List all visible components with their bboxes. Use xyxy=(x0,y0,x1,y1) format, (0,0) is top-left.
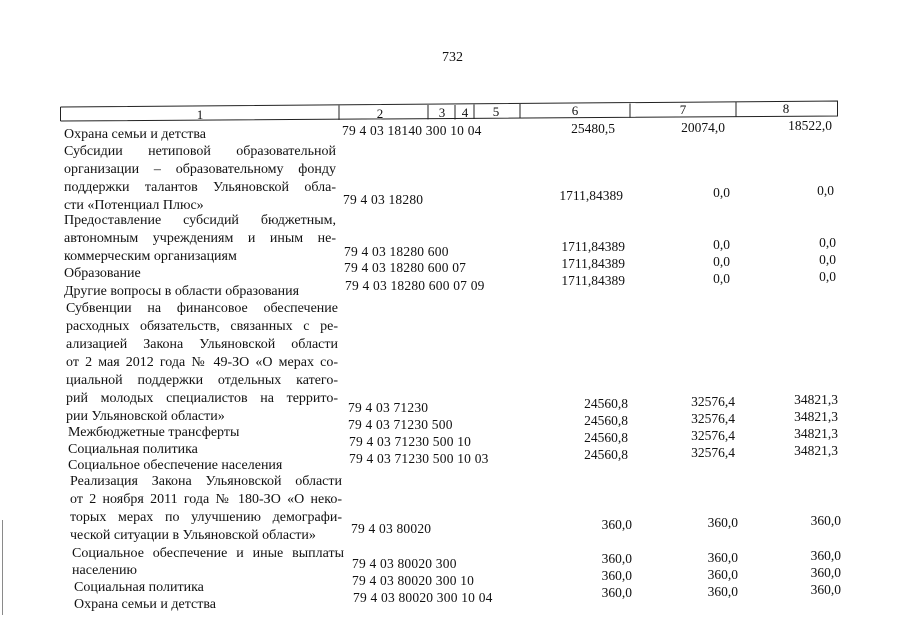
header-col-2: 2 xyxy=(376,106,384,121)
row-description: ализацией Закона Ульяновской области xyxy=(66,337,338,352)
row-value-col7: 32576,4 xyxy=(691,428,735,443)
row-description: рии Ульяновской области» xyxy=(66,409,225,424)
row-value-col6: 24560,8 xyxy=(584,447,628,462)
row-description: поддержки талантов Ульяновской обла- xyxy=(64,180,336,195)
row-value-col8: 360,0 xyxy=(810,548,841,563)
row-value-col8: 34821,3 xyxy=(794,443,838,458)
row-value-col6: 1711,84389 xyxy=(559,188,623,203)
row-code: 79 4 03 71230 500 xyxy=(348,417,453,432)
row-description: торых мерах по улучшению демографи- xyxy=(70,510,342,525)
row-description: населению xyxy=(72,563,137,578)
row-description: Реализация Закона Ульяновской области xyxy=(70,474,342,489)
row-description: Межбюджетные трансферты xyxy=(68,425,240,440)
row-value-col6: 1711,84389 xyxy=(561,239,625,254)
row-value-col6: 360,0 xyxy=(601,585,632,600)
header-col-3: 3 xyxy=(438,105,446,120)
row-description: Охрана семьи и детства xyxy=(74,597,216,612)
row-code: 79 4 03 18280 600 07 xyxy=(344,260,467,275)
page-number: 732 xyxy=(442,50,463,65)
row-code: 79 4 03 71230 xyxy=(348,400,429,415)
row-code: 79 4 03 71230 500 10 xyxy=(349,434,472,449)
header-col-8: 8 xyxy=(782,101,790,116)
row-description: рий молодых специалистов на террито- xyxy=(66,391,338,406)
row-description: Субвенции на финансовое обеспечение xyxy=(66,301,338,316)
row-value-col7: 32576,4 xyxy=(691,445,735,460)
row-description: коммерческим организациям xyxy=(64,249,237,264)
row-description: Другие вопросы в области образования xyxy=(64,284,300,299)
row-code: 79 4 03 71230 500 10 03 xyxy=(349,451,489,466)
scan-margin-line xyxy=(2,520,3,615)
header-col-6: 6 xyxy=(571,103,579,118)
row-value-col7: 0,0 xyxy=(713,237,730,252)
row-value-col6: 360,0 xyxy=(601,551,632,566)
row-description: Образование xyxy=(64,266,141,281)
row-value-col8: 34821,3 xyxy=(794,426,838,441)
row-description: Социальное обеспечение населения xyxy=(68,458,283,473)
row-value-col8: 34821,3 xyxy=(794,392,838,407)
row-value-col7: 360,0 xyxy=(707,550,738,565)
row-value-col6: 1711,84389 xyxy=(561,273,625,288)
row-value-col6: 24560,8 xyxy=(584,413,628,428)
row-description: Субсидии нетиповой образовательной xyxy=(64,144,336,159)
header-col-1: 1 xyxy=(196,107,204,122)
row-value-col7: 0,0 xyxy=(713,185,730,200)
row-description: Социальное обеспечение и иные выплаты xyxy=(72,546,344,561)
row-value-col6: 24560,8 xyxy=(584,396,628,411)
row-description: ческой ситуации в Ульяновской области» xyxy=(70,528,316,543)
row-description: расходных обязательств, связанных с ре- xyxy=(66,319,338,334)
row-value-col8: 0,0 xyxy=(819,252,836,267)
row-description: циальной поддержки отдельных катего- xyxy=(66,373,338,388)
row-code: 79 4 03 18140 300 10 04 xyxy=(342,123,482,138)
row-description: сти «Потенциал Плюс» xyxy=(64,198,204,213)
row-value-col6: 360,0 xyxy=(601,568,632,583)
row-value-col8: 0,0 xyxy=(819,269,836,284)
row-value-col7: 360,0 xyxy=(707,584,738,599)
row-code: 79 4 03 18280 600 07 09 xyxy=(345,278,485,293)
row-value-col8: 360,0 xyxy=(810,513,841,528)
row-description: автономным учреждениям и иным не- xyxy=(64,231,336,246)
row-value-col7: 0,0 xyxy=(713,254,730,269)
row-description: организации – образовательному фонду xyxy=(64,162,336,177)
row-description: Охрана семьи и детства xyxy=(64,127,206,142)
row-code: 79 4 03 80020 300 xyxy=(352,556,457,571)
row-value-col7: 360,0 xyxy=(707,515,738,530)
row-code: 79 4 03 18280 xyxy=(343,192,424,207)
row-code: 79 4 03 80020 xyxy=(351,521,432,536)
row-value-col7: 32576,4 xyxy=(691,394,735,409)
row-value-col6: 25480,5 xyxy=(571,121,615,136)
row-code: 79 4 03 80020 300 10 xyxy=(352,573,475,588)
row-value-col7: 0,0 xyxy=(713,271,730,286)
row-code: 79 4 03 80020 300 10 04 xyxy=(353,590,493,605)
row-value-col8: 34821,3 xyxy=(794,409,838,424)
row-value-col8: 0,0 xyxy=(819,235,836,250)
row-description: от 2 мая 2012 года № 49-ЗО «О мерах со- xyxy=(66,355,338,370)
row-value-col8: 18522,0 xyxy=(788,118,832,133)
row-value-col7: 32576,4 xyxy=(691,411,735,426)
row-value-col6: 1711,84389 xyxy=(561,256,625,271)
row-description: от 2 ноября 2011 года № 180-ЗО «О неко- xyxy=(70,492,342,507)
row-value-col8: 0,0 xyxy=(817,183,834,198)
row-value-col8: 360,0 xyxy=(810,565,841,580)
row-value-col6: 360,0 xyxy=(601,517,632,532)
row-value-col6: 24560,8 xyxy=(584,430,628,445)
row-description: Социальная политика xyxy=(68,442,198,457)
row-value-col7: 360,0 xyxy=(707,567,738,582)
header-col-5: 5 xyxy=(492,104,500,119)
header-col-7: 7 xyxy=(679,102,687,117)
row-value-col8: 360,0 xyxy=(810,582,841,597)
row-code: 79 4 03 18280 600 xyxy=(344,244,449,259)
row-description: Социальная политика xyxy=(74,580,204,595)
row-description: Предоставление субсидий бюджетным, xyxy=(64,213,336,228)
header-col-4: 4 xyxy=(461,105,469,120)
row-value-col7: 20074,0 xyxy=(681,120,725,135)
